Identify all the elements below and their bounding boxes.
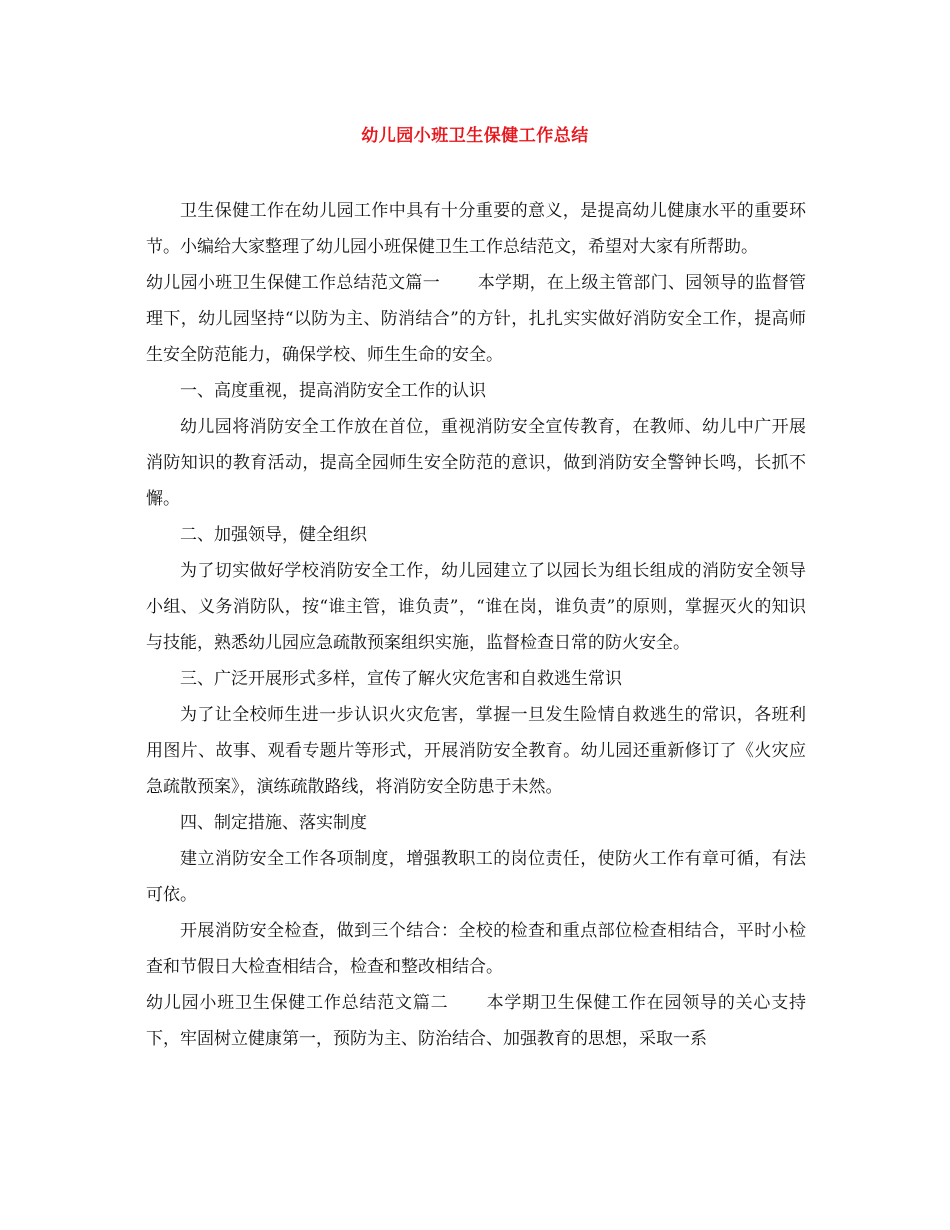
section-4-paragraph-2: 开展消防安全检查，做到三个结合：全校的检查和重点部位检查相结合，平时小检查和节假日大检查相结合，检查和整改相结合。: [146, 921, 806, 977]
article-2-paragraph: [146, 985, 806, 1057]
section-3-paragraph: 为了让全校师生进一步认识火灾危害，掌握一旦发生险情自救逃生的常识，各班利用图片、故事、观看专题片等形式，开展消防安全教育。幼儿园还重新修订了《火灾应急疏散预案》，演练疏散路线，将消防安全防患于未然。: [146, 705, 806, 797]
article-2-heading: 幼儿园小班卫生保健工作总结范文篇二: [146, 993, 449, 1013]
article-1-paragraph: [146, 265, 806, 373]
article-1-lead: 本学期，在上级主管部门、园领导的监督管理下，幼儿园坚持“以防为主、防消结合”的方针，扎扎实实做好消防安全工作，提高师生安全防范能力，确保学校、师生生命的安全。: [146, 273, 807, 365]
article-2-lead: 本学期卫生保健工作在园领导的关心支持下，牢固树立健康第一，预防为主、防治结合、加强教育的思想，采取一系: [146, 993, 807, 1049]
section-3-heading: 三、广泛开展形式多样，宣传了解火灾危害和自救逃生常识: [180, 669, 622, 689]
document-body: [146, 193, 806, 1057]
intro-paragraph: 卫生保健工作在幼儿园工作中具有十分重要的意义，是提高幼儿健康水平的重要环节。小编给大家整理了幼儿园小班保健卫生工作总结范文，希望对大家有所帮助。: [146, 201, 806, 257]
article-1-heading: 幼儿园小班卫生保健工作总结范文篇一: [146, 273, 441, 293]
section-1-paragraph: 幼儿园将消防安全工作放在首位，重视消防安全宣传教育，在教师、幼儿中广开展消防知识的教育活动，提高全园师生安全防范的意识，做到消防安全警钟长鸣，长抓不懈。: [146, 417, 806, 509]
section-2-paragraph: 为了切实做好学校消防安全工作，幼儿园建立了以园长为组长组成的消防安全领导小组、义务消防队，按“谁主管，谁负责”，“谁在岗，谁负责”的原则，掌握灭火的知识与技能，熟悉幼儿园应急疏散预案组织实施，监督检查日常的防火安全。: [146, 561, 806, 653]
section-4-heading: 四、制定措施、落实制度: [180, 813, 367, 833]
section-2-heading: 二、加强领导，健全组织: [180, 525, 367, 545]
section-1-heading: 一、高度重视，提高消防安全工作的认识: [180, 381, 486, 401]
document-title: 幼儿园小班卫生保健工作总结: [361, 126, 589, 146]
section-4-paragraph-1: 建立消防安全工作各项制度，增强教职工的岗位责任，使防火工作有章可循，有法可依。: [146, 849, 806, 905]
